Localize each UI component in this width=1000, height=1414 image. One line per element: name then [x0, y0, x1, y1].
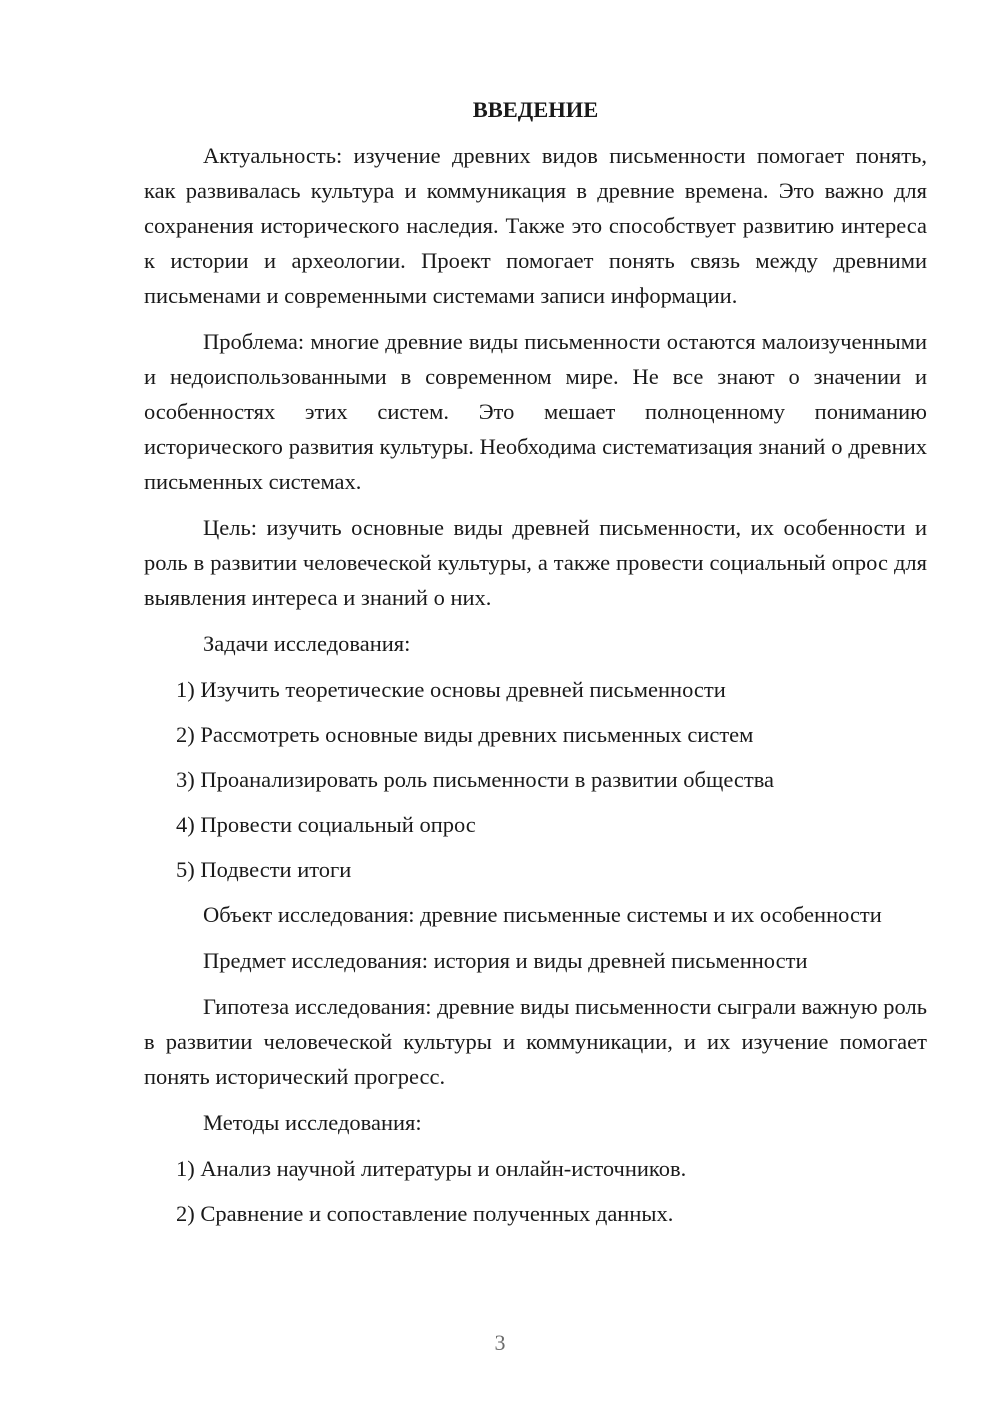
subject-paragraph: Предмет исследования: история и виды древней письменности — [203, 948, 808, 973]
methods-heading: Методы исследования: — [203, 1110, 422, 1135]
document-title: ВВЕДЕНИЕ — [472, 97, 599, 122]
task-list-item: 2) Рассмотреть основные виды древних письменных систем — [176, 722, 754, 747]
tasks-heading: Задачи исследования: — [203, 631, 411, 656]
object-paragraph: Объект исследования: древние письменные системы и их особенности — [203, 902, 882, 927]
hypothesis-paragraph: Гипотеза исследования: древние виды письменности сыграли важную роль в развитии человеческой культуры и коммуникации, и их изучение помогает понять исторический прогресс. — [144, 994, 927, 1089]
task-list-item: 4) Провести социальный опрос — [176, 812, 476, 837]
problem-paragraph: Проблема: многие древние виды письменности остаются малоизученными и недоиспользованными в современном мире. Не все знают о значении и особенностях этих систем. Это мешает полноценному пониманию исторического развития культуры. Необходима систематизация знаний о древних письменных системах. — [144, 329, 927, 494]
method-list-item: 2) Сравнение и сопоставление полученных данных. — [176, 1201, 674, 1226]
goal-paragraph: Цель: изучить основные виды древней письменности, их особенности и роль в развитии человеческой культуры, а также провести социальный опрос для выявления интереса и знаний о них. — [144, 515, 927, 610]
relevance-paragraph: Актуальность: изучение древних видов письменности помогает понять, как развивалась культура и коммуникация в древние времена. Это важно для сохранения исторического наследия. Также это способствует развитию интереса к истории и археологии. Проект помогает понять связь между древними письменами и современными системами записи информации. — [144, 143, 927, 308]
document-page — [144, 92, 927, 1241]
task-list-item: 5) Подвести итоги — [176, 857, 352, 882]
page-number: 3 — [494, 1330, 506, 1355]
task-list-item: 3) Проанализировать роль письменности в развитии общества — [176, 767, 775, 792]
method-list-item: 1) Анализ научной литературы и онлайн-источников. — [176, 1156, 687, 1181]
task-list-item: 1) Изучить теоретические основы древней письменности — [176, 677, 726, 702]
